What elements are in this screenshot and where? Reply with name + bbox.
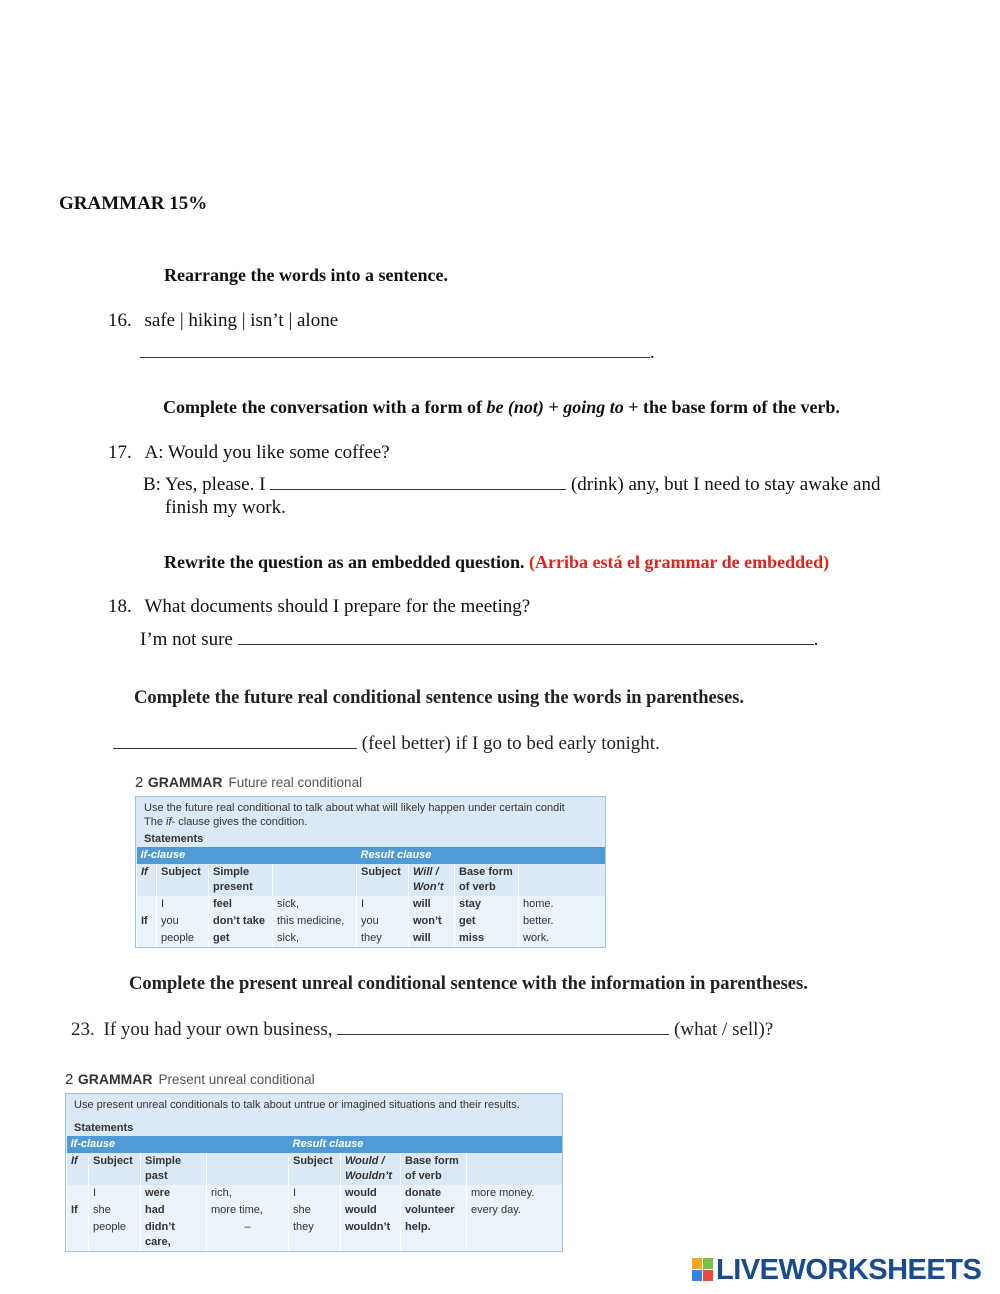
table-cell: would [341,1185,401,1202]
answer-18-blank[interactable] [238,630,814,645]
table-row [67,1185,563,1202]
question-23-suffix: (what / sell)? [674,1019,774,1040]
table-cell: every day. [467,1202,563,1219]
table-cell: – [207,1219,289,1251]
future-real-sentence-text: (feel better) if I go to bed early tonight. [361,733,660,754]
table-cell: If [67,1202,89,1219]
question-16 [108,310,338,332]
table-cell [137,896,157,913]
grammar-box-future-real [135,774,606,948]
grammar-box-2-table [66,1136,562,1251]
table-cell: sick, [273,896,357,913]
grammar-box-1-statements-label: Statements [144,833,204,845]
header-cell: Subject [89,1153,141,1185]
table-cell: people [89,1219,141,1251]
grammar-box-2-number: 2 [65,1071,74,1088]
grammar-box-2-panel [65,1093,563,1252]
header-cell: Subject [157,864,209,896]
header-cell: If [71,1155,78,1167]
table-cell: I [289,1185,341,1202]
table-row [137,913,606,930]
table-cell: didn’t care, [141,1219,207,1251]
table-cell: rich, [207,1185,289,1202]
table-row [137,896,606,913]
table-row [67,1219,563,1251]
question-17-b-end: finish my work. [165,497,286,518]
table-cell: won’t [409,913,455,930]
answer-18-period: . [813,629,819,650]
question-23-prefix: If you had your own business, [103,1019,333,1040]
question-17-b-start: B: Yes, please. I [143,474,266,495]
table-cell: more time, [207,1202,289,1219]
grammar-box-1-desc-line-1: Use the future real conditional to talk about what will likely happen under certain condit [144,802,565,814]
question-18 [108,596,530,618]
table-cell: this medicine, [273,913,357,930]
header-cell [519,864,606,896]
conversation-instruction-italic-going: going to [563,397,624,417]
header-cell: Simple past [141,1153,207,1185]
question-18-prefix: I’m not sure [140,629,233,650]
table-cell: she [89,1202,141,1219]
conversation-instruction-italic-be: be (not) [486,397,544,417]
table-cell: miss [455,930,519,947]
grammar-box-present-unreal [65,1071,563,1252]
grammar-box-1-subtitle: Future real conditional [228,775,363,790]
grammar-box-2-word: GRAMMAR [77,1071,153,1087]
question-17-line-b [143,474,880,496]
table-cell: If [137,913,157,930]
header-cell: If [141,866,148,878]
table-cell: you [357,913,409,930]
grammar-box-2-statements-label: Statements [74,1122,134,1134]
grammar-box-1-column-headers [137,864,606,896]
grammar-box-1-panel [135,796,606,948]
table-cell: would [341,1202,401,1219]
table-cell [467,1219,563,1251]
table-cell: feel [209,896,273,913]
grammar-box-2-description: Use present unreal conditionals to talk about untrue or imagined situations and their results. [74,1099,520,1111]
desc2-a: The [144,816,167,828]
answer-17-blank[interactable] [270,475,566,490]
rearrange-instruction: Rearrange the words into a sentence. [164,265,448,285]
table-cell [67,1185,89,1202]
question-18-text: What documents should I prepare for the meeting? [144,596,531,617]
question-17-number: 17. [108,442,132,463]
future-real-sentence [113,733,660,755]
liveworksheets-logo[interactable] [692,1254,981,1287]
table-cell: will [409,896,455,913]
header-cell: Simple present [209,864,273,896]
question-16-number: 16. [108,310,132,331]
table-cell: more money. [467,1185,563,1202]
table-cell: get [209,930,273,947]
question-18-answer-row [140,629,818,651]
table-cell: she [289,1202,341,1219]
table-cell: will [409,930,455,947]
result-clause-label: Result clause [289,1136,563,1153]
embedded-note: (Arriba está el grammar de embedded) [529,552,830,572]
table-cell: donate [401,1185,467,1202]
table-cell: help. [401,1219,467,1251]
table-cell: were [141,1185,207,1202]
header-cell: Base form of verb [401,1153,467,1185]
table-cell: get [455,913,519,930]
grammar-box-2-subtitle: Present unreal conditional [158,1072,315,1087]
table-cell: don’t take [209,913,273,930]
table-cell [67,1219,89,1251]
grammar-box-1-band [137,847,606,864]
table-cell: people [157,930,209,947]
desc2-b: if- [166,816,176,828]
table-cell: home. [519,896,606,913]
page-title: GRAMMAR 15% [59,193,208,214]
if-clause-label: If-clause [67,1136,289,1153]
table-row [137,930,606,947]
header-cell: Will / Won’t [413,866,444,893]
header-cell [467,1153,563,1185]
question-16-text: safe | hiking | isn’t | alone [144,310,339,331]
grammar-box-1-table [136,847,605,947]
question-16-answer-row [140,342,655,364]
conversation-instruction-part: Complete the conversation with a form of [163,397,487,417]
embedded-instruction-text: Rewrite the question as an embedded question. [164,552,525,572]
header-cell: Base form of verb [455,864,519,896]
table-cell: I [89,1185,141,1202]
conversation-instruction [163,397,840,418]
embedded-instruction [164,552,829,573]
answer-future-real-blank[interactable] [113,734,357,749]
grammar-box-1-description [136,797,605,831]
table-cell: volunteer [401,1202,467,1219]
header-cell: Would / Wouldn’t [345,1155,393,1182]
grammar-box-1-word: GRAMMAR [147,774,223,790]
table-cell: stay [455,896,519,913]
header-cell: Subject [357,864,409,896]
table-cell: they [357,930,409,947]
grammar-box-2-header [65,1071,563,1088]
if-clause-label: If-clause [137,847,357,864]
table-cell: they [289,1219,341,1251]
grammar-box-1-number: 2 [135,774,144,791]
question-17-line-a: A: Would you like some coffee? [144,442,390,463]
result-clause-label: Result clause [357,847,606,864]
question-23 [71,1019,773,1041]
header-cell [273,864,357,896]
table-cell [137,930,157,947]
desc2-c: clause gives the condition. [175,816,308,828]
table-cell: work. [519,930,606,947]
table-cell: wouldn’t [341,1219,401,1251]
present-unreal-instruction: Complete the present unreal conditional sentence with the information in parentheses. [129,974,808,994]
grammar-box-1-desc-line-2 [144,815,597,829]
answer-16-period: . [650,342,655,363]
conversation-instruction-end: + the base form of the verb. [623,397,840,417]
table-cell: had [141,1202,207,1219]
table-cell: sick, [273,930,357,947]
question-18-number: 18. [108,596,132,617]
question-17-b-middle: (drink) any, but I need to stay awake and [570,474,881,495]
header-cell: Subject [289,1153,341,1185]
future-real-instruction: Complete the future real conditional sentence using the words in parentheses. [134,688,744,708]
liveworksheets-logo-icon [692,1258,714,1282]
grammar-box-2-band [67,1136,563,1153]
header-cell [207,1153,289,1185]
question-23-number: 23. [71,1019,95,1040]
table-cell: I [157,896,209,913]
conversation-instruction-plus: + [543,397,564,417]
table-cell: I [357,896,409,913]
table-cell: better. [519,913,606,930]
logo-text: LIVEWORKSHEETS [716,1254,982,1286]
grammar-box-2-column-headers [67,1153,563,1185]
answer-16-blank[interactable] [140,343,650,358]
table-row [67,1202,563,1219]
grammar-box-1-header [135,774,606,791]
question-17 [108,442,390,464]
answer-23-blank[interactable] [337,1020,669,1035]
table-cell: you [157,913,209,930]
